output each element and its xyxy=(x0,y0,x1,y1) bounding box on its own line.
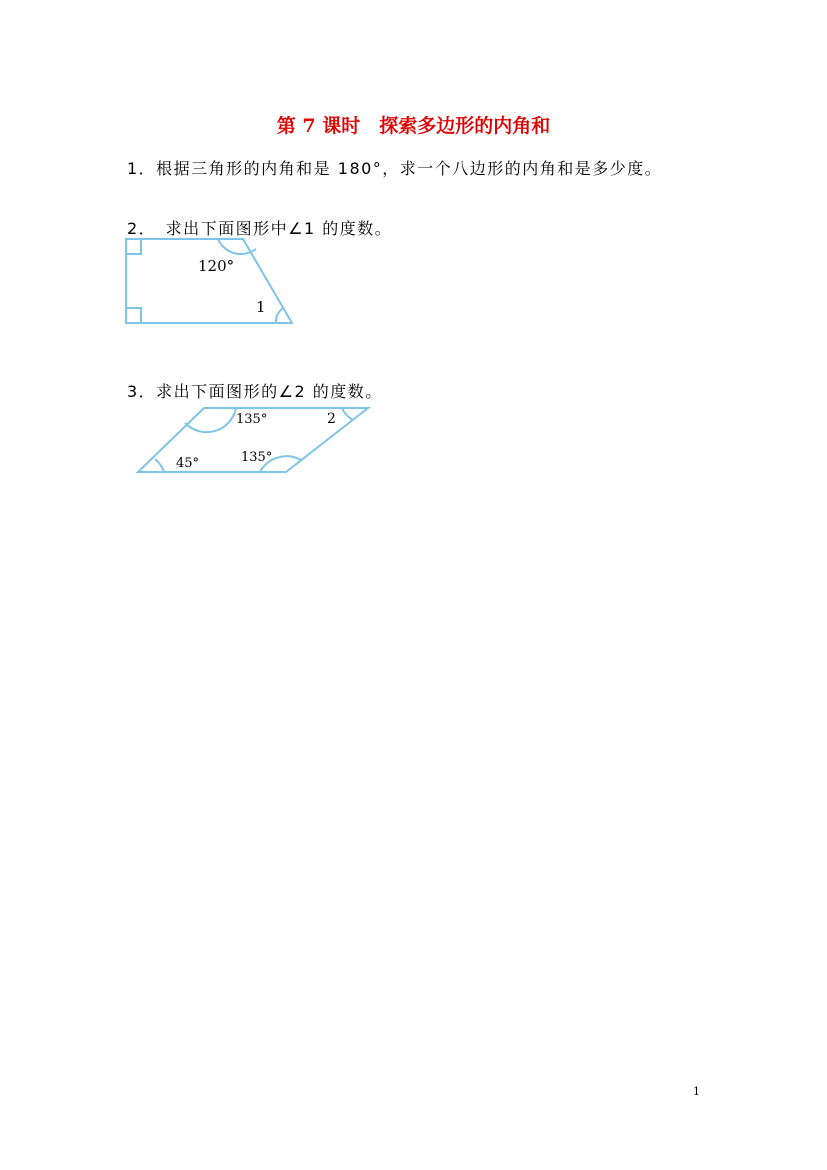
trapezoid-outline xyxy=(126,239,292,323)
right-angle-mark-top xyxy=(126,239,141,254)
question-1: 1．根据三角形的内角和是 180°，求一个八边形的内角和是多少度。 xyxy=(127,159,663,178)
question-2: 2． 求出下面图形中∠1 的度数。 xyxy=(127,219,393,238)
right-angle-mark-bottom xyxy=(126,308,141,323)
angle-arc-top xyxy=(218,239,256,254)
angle-label-1: 1 xyxy=(256,298,266,316)
angle-label-45: 45° xyxy=(176,456,200,471)
angle-label-135-top: 135° xyxy=(236,412,268,427)
angle-arc-2 xyxy=(342,408,353,420)
angle-label-135-bottom: 135° xyxy=(241,450,273,465)
figure-trapezoid xyxy=(120,233,300,329)
page-number: 1 xyxy=(693,1085,700,1098)
figure-parallelogram xyxy=(134,403,374,477)
angle-arc-bottom-left xyxy=(155,459,164,472)
angle-label-2: 2 xyxy=(327,411,336,427)
question-3: 3．求出下面图形的∠2 的度数。 xyxy=(127,382,383,401)
angle-arc-1 xyxy=(276,308,283,323)
angle-label-120: 120° xyxy=(198,257,235,275)
page-title: 第 7 课时 探索多边形的内角和 xyxy=(276,115,551,137)
